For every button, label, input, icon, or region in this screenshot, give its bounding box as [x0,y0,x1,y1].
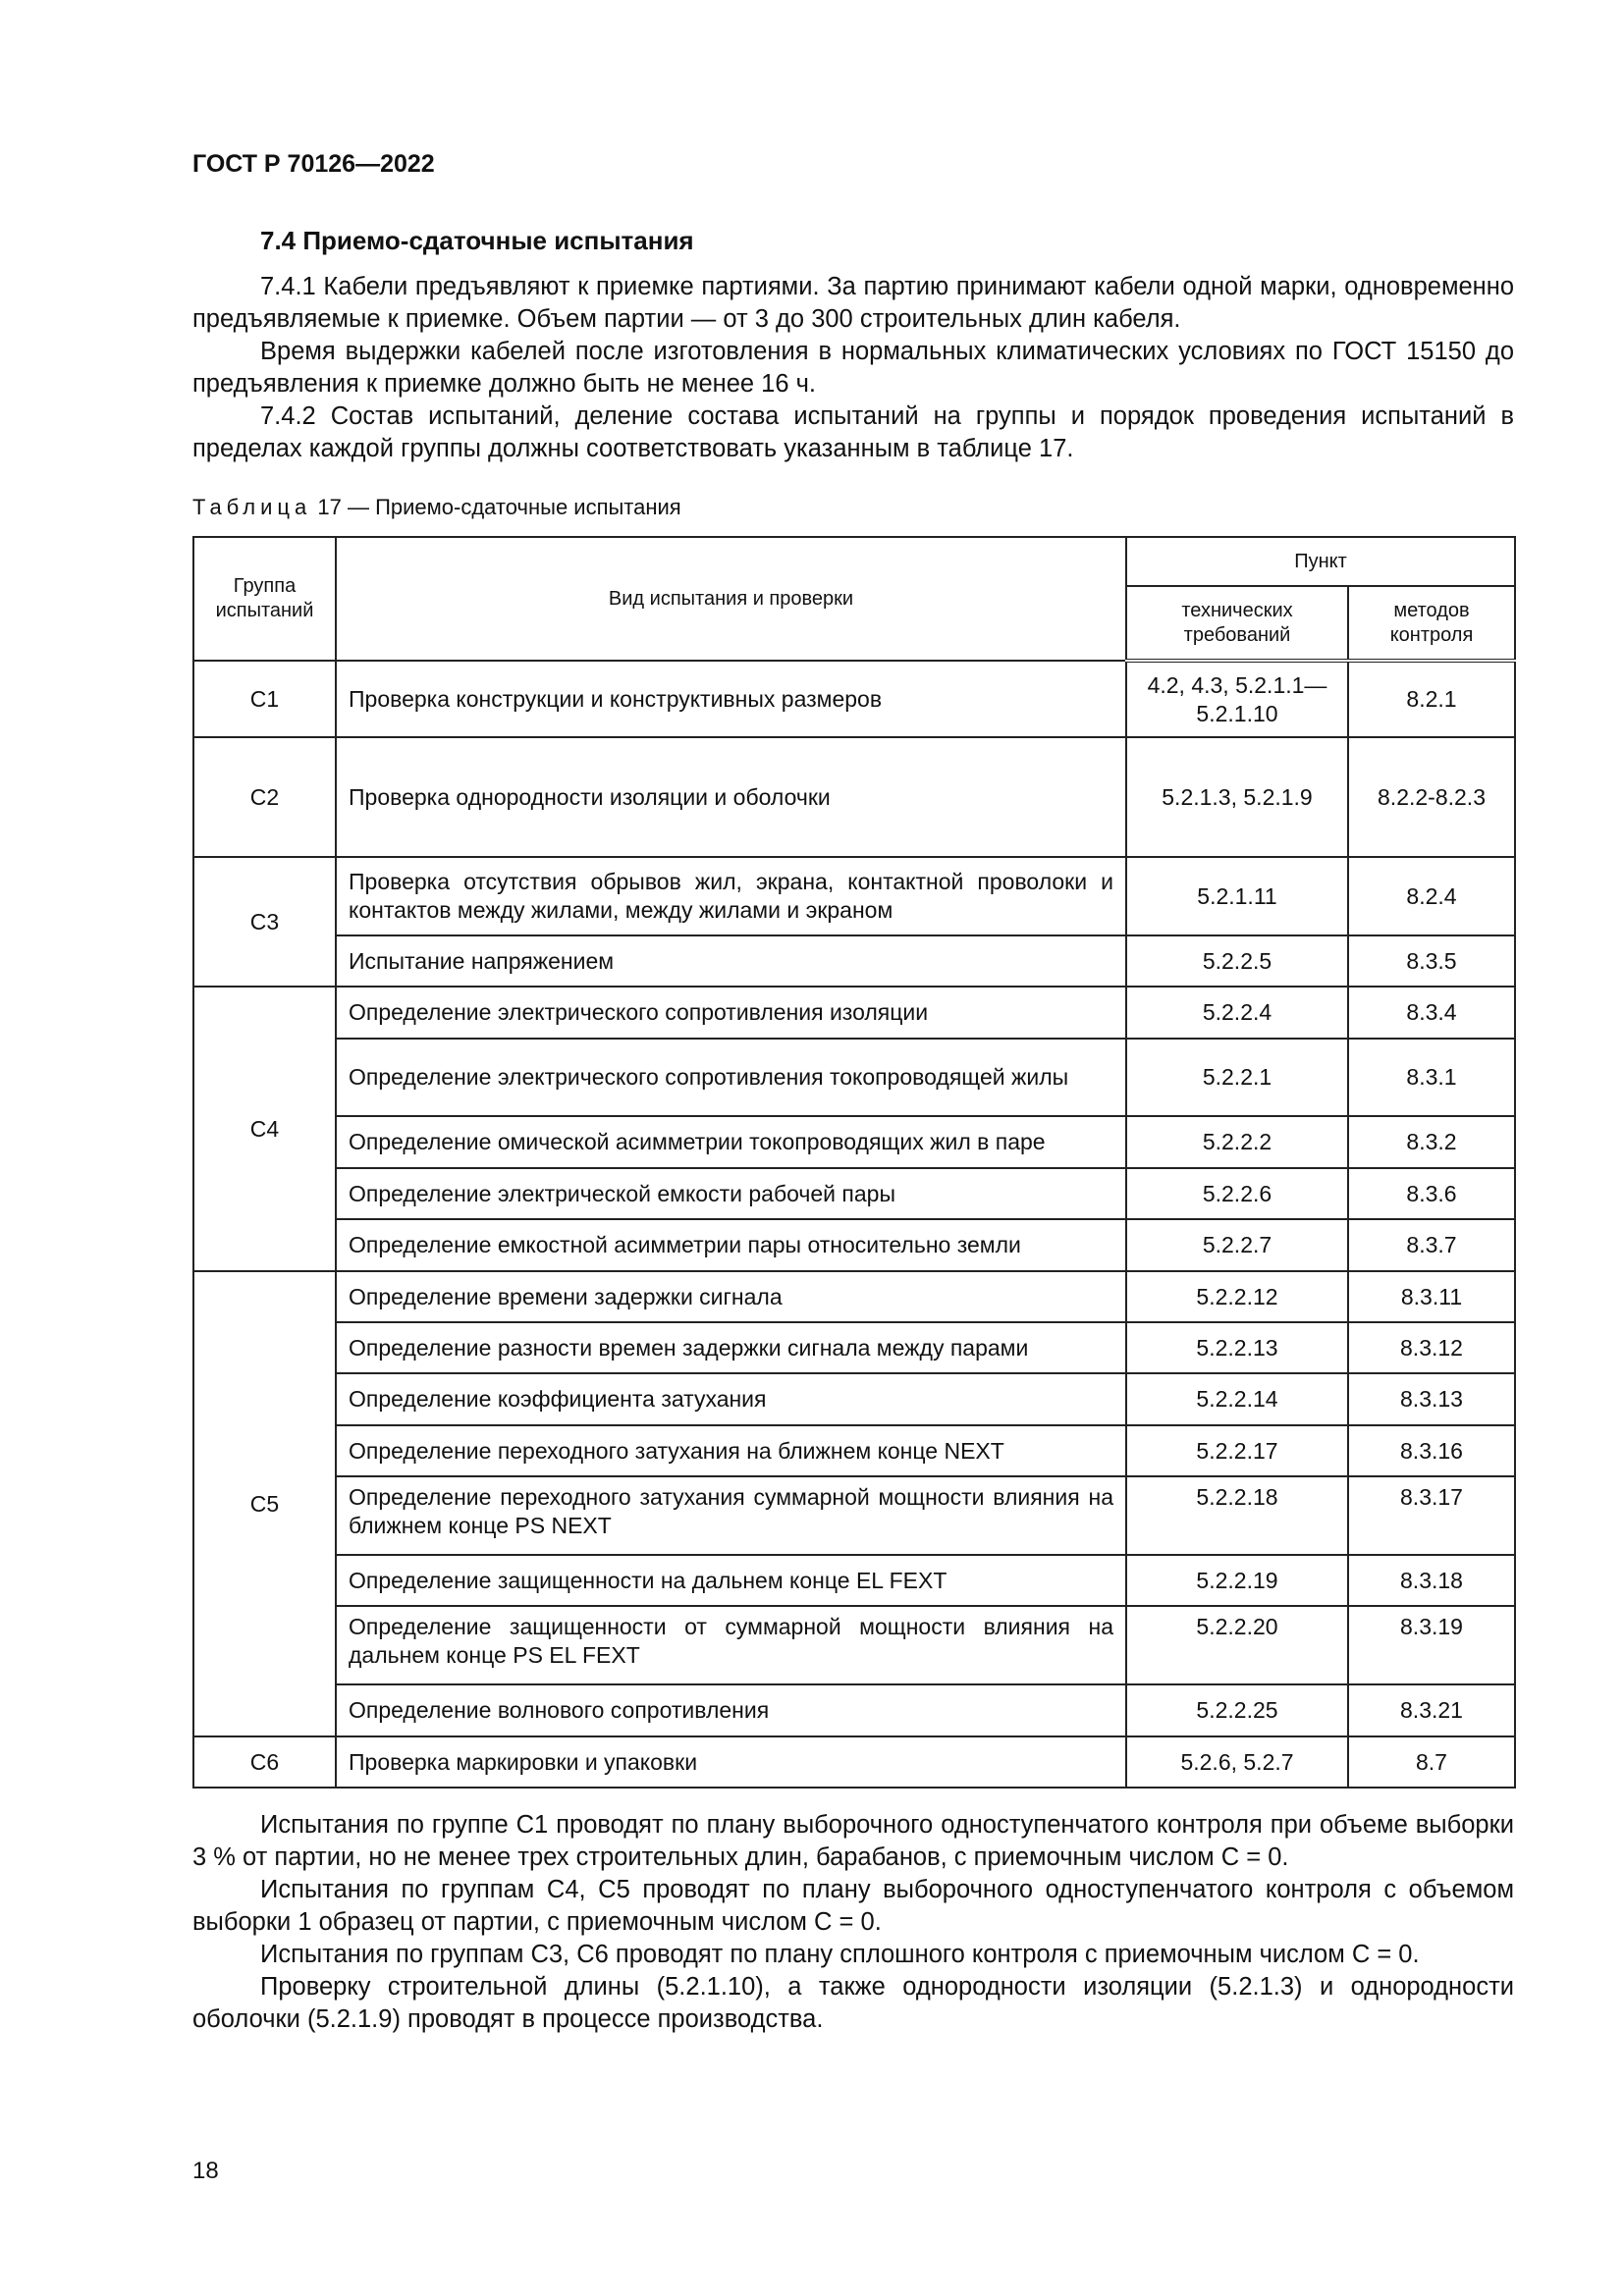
table-header-row [193,537,1515,586]
requirements-cell: 5.2.2.7 [1126,1219,1348,1271]
table-caption-word: Таблица [192,495,312,519]
method-cell: 8.7 [1348,1736,1515,1788]
header-item: Пункт [1126,537,1515,586]
table-row [193,857,1515,935]
test-name-cell: Определение омической асимметрии токопроводящих жил в паре [336,1116,1126,1168]
requirements-cell: 5.2.2.25 [1126,1684,1348,1736]
requirements-cell: 5.2.2.6 [1126,1168,1348,1219]
test-name-cell: Определение емкостной асимметрии пары относительно земли [336,1219,1126,1271]
page-number: 18 [192,2158,219,2184]
requirements-cell: 5.2.2.13 [1126,1322,1348,1373]
method-cell: 8.3.13 [1348,1373,1515,1425]
method-cell: 8.3.11 [1348,1271,1515,1322]
group-cell: С3 [193,857,336,987]
requirements-cell: 5.2.2.20 [1126,1606,1348,1684]
method-cell: 8.3.18 [1348,1555,1515,1606]
test-name-cell: Определение разности времен задержки сигнала между парами [336,1322,1126,1373]
test-name-cell: Определение коэффициента затухания [336,1373,1126,1425]
paragraph: Время выдержки кабелей после изготовления в нормальных климатических условиях по ГОСТ 15150 до предъявления к приемке должно быть не менее 16 ч. [192,338,1514,398]
test-name-cell: Определение электрического сопротивления токопроводящей жилы [336,1039,1126,1116]
table-row [193,1271,1515,1322]
table-row [193,737,1515,857]
requirements-cell: 5.2.2.2 [1126,1116,1348,1168]
header-kind: Вид испытания и проверки [336,537,1126,661]
requirements-cell: 5.2.2.17 [1126,1425,1348,1476]
requirements-cell: 5.2.2.14 [1126,1373,1348,1425]
table-row [193,1555,1515,1606]
table-row [193,987,1515,1039]
table-row [193,1219,1515,1271]
tests-table [192,536,1516,1789]
test-name-cell: Определение защищенности от суммарной мощности влияния на дальнем конце PS EL FEXT [336,1606,1126,1684]
method-cell: 8.3.19 [1348,1606,1515,1684]
table-caption-title: 17 — Приемо-сдаточные испытания [317,495,681,519]
document-code: ГОСТ Р 70126—2022 [192,150,435,178]
method-cell: 8.3.17 [1348,1476,1515,1555]
test-name-cell: Определение переходного затухания на ближнем конце NEXT [336,1425,1126,1476]
method-cell: 8.3.21 [1348,1684,1515,1736]
paragraph: 7.4.2 Состав испытаний, деление состава испытаний на группы и порядок проведения испытаний в пределах каждой группы должны соответствовать указанным в таблице 17. [192,402,1514,462]
group-cell: С6 [193,1736,336,1788]
test-name-cell: Определение волнового сопротивления [336,1684,1126,1736]
test-name-cell: Определение защищенности на дальнем конце EL FEXT [336,1555,1126,1606]
note-paragraph: Испытания по группе С1 проводят по плану выборочного одноступенчатого контроля при объеме выборки 3 % от партии, но не менее трех строительных длин, барабанов, с приемочным числом С = 0. [192,1811,1514,1871]
header-requirements: технических требований [1126,586,1348,661]
table-row [193,1168,1515,1219]
test-name-cell: Определение времени задержки сигнала [336,1271,1126,1322]
table-row [193,1373,1515,1425]
intro-text [192,271,1514,465]
method-cell: 8.2.2-8.2.3 [1348,737,1515,857]
method-cell: 8.3.4 [1348,987,1515,1039]
group-cell: С2 [193,737,336,857]
table-row [193,1116,1515,1168]
table-row [193,1425,1515,1476]
test-name-cell: Проверка конструкции и конструктивных размеров [336,661,1126,737]
table-caption [192,495,681,520]
method-cell: 8.2.4 [1348,857,1515,935]
test-name-cell: Определение электрического сопротивления изоляции [336,987,1126,1039]
test-name-cell: Определение электрической емкости рабочей пары [336,1168,1126,1219]
group-cell: С1 [193,661,336,737]
table-notes [192,1809,1514,2036]
note-paragraph: Испытания по группам С4, С5 проводят по плану выборочного одноступенчатого контроля с объемом выборки 1 образец от партии, с приемочным числом С = 0. [192,1876,1514,1936]
table-row [193,1039,1515,1116]
requirements-cell: 5.2.1.3, 5.2.1.9 [1126,737,1348,857]
requirements-cell: 5.2.2.12 [1126,1271,1348,1322]
table-row [193,935,1515,987]
table-row [193,1322,1515,1373]
requirements-cell: 5.2.2.18 [1126,1476,1348,1555]
table-row [193,661,1515,737]
test-name-cell: Проверка отсутствия обрывов жил, экрана, контактной проволоки и контактов между жилами, между жилами и экраном [336,857,1126,935]
requirements-cell: 5.2.6, 5.2.7 [1126,1736,1348,1788]
requirements-cell: 5.2.2.1 [1126,1039,1348,1116]
section-title: 7.4 Приемо-сдаточные испытания [260,226,694,255]
method-cell: 8.3.16 [1348,1425,1515,1476]
group-cell: С5 [193,1271,336,1736]
requirements-cell: 5.2.2.5 [1126,935,1348,987]
requirements-cell: 5.2.2.19 [1126,1555,1348,1606]
method-cell: 8.3.6 [1348,1168,1515,1219]
requirements-cell: 5.2.2.4 [1126,987,1348,1039]
paragraph: 7.4.1 Кабели предъявляют к приемке партиями. За партию принимают кабели одной марки, одновременно предъявляемые к приемке. Объем партии — от 3 до 300 строительных длин кабеля. [192,273,1514,333]
method-cell: 8.3.12 [1348,1322,1515,1373]
test-name-cell: Определение переходного затухания суммарной мощности влияния на ближнем конце PS NEXT [336,1476,1126,1555]
requirements-cell: 5.2.1.11 [1126,857,1348,935]
header-group: Группа испытаний [193,537,336,661]
requirements-cell: 4.2, 4.3, 5.2.1.1—5.2.1.10 [1126,661,1348,737]
method-cell: 8.3.5 [1348,935,1515,987]
table-row [193,1476,1515,1555]
method-cell: 8.3.1 [1348,1039,1515,1116]
header-methods: методов контроля [1348,586,1515,661]
group-cell: С4 [193,987,336,1271]
test-name-cell: Проверка маркировки и упаковки [336,1736,1126,1788]
method-cell: 8.2.1 [1348,661,1515,737]
test-name-cell: Испытание напряжением [336,935,1126,987]
test-name-cell: Проверка однородности изоляции и оболочки [336,737,1126,857]
note-paragraph: Проверку строительной длины (5.2.1.10), а также однородности изоляции (5.2.1.3) и однородности оболочки (5.2.1.9) проводят в процессе производства. [192,1973,1514,2033]
note-paragraph: Испытания по группам С3, С6 проводят по плану сплошного контроля с приемочным числом С = 0. [260,1941,1420,1968]
table-row [193,1736,1515,1788]
table-row [193,1606,1515,1684]
table-row [193,1684,1515,1736]
method-cell: 8.3.7 [1348,1219,1515,1271]
method-cell: 8.3.2 [1348,1116,1515,1168]
